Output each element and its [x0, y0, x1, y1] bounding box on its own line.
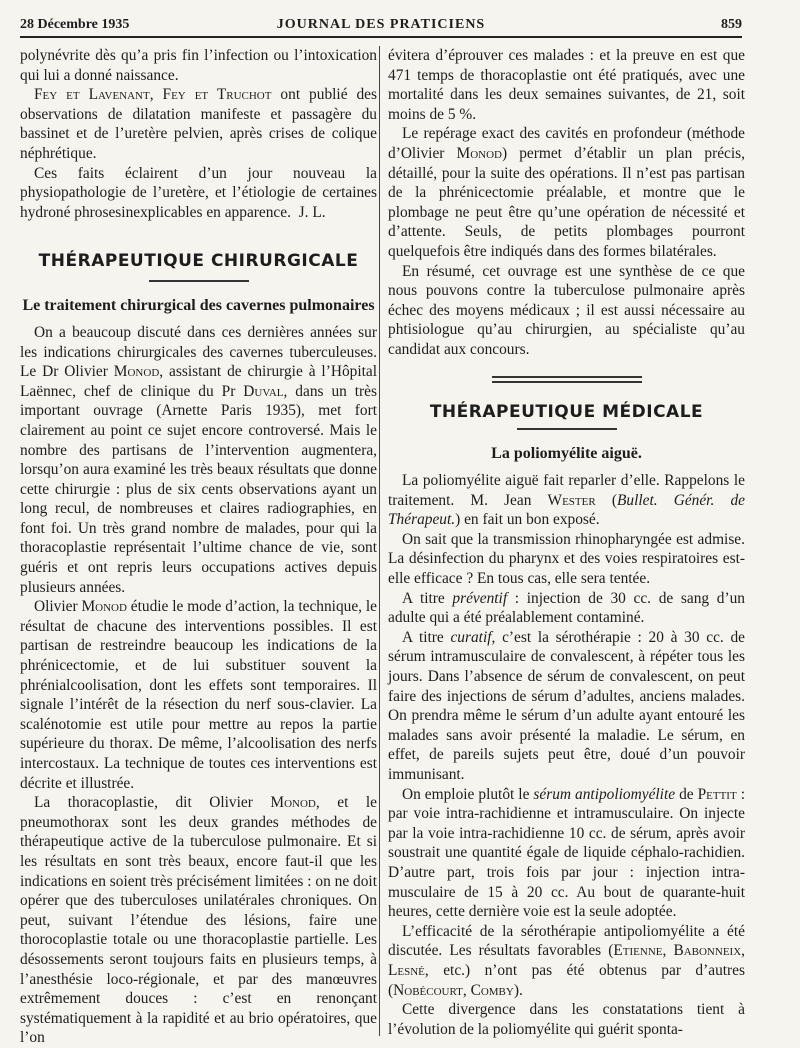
emphasis: sérum antipoliomyélite	[533, 785, 676, 803]
right-column	[388, 46, 745, 1039]
paragraph-text: : par voie intra-rachidienne et intramusculaire. On injecte par la voie intra-rachidienne 10 cc. de sérum, après avoir soustrait une quantité égale de liquide céphalo-rachidien. D’autre part, trois fois par jour : injection intra-musculaire de 15 à 20 cc. Au bout de quarante-huit heures, cette dernière voie est la seule adoptée.	[388, 785, 745, 921]
paragraph	[388, 124, 745, 261]
author-name: Wester	[547, 491, 596, 509]
paragraph	[20, 323, 377, 597]
paragraph-text: A titre	[402, 628, 451, 646]
paragraph	[20, 597, 377, 793]
paragraph-text: ).	[513, 981, 523, 999]
paragraph-text: : injection de 30 cc. de sang d’un adulte qui a été préalablement contaminé.	[388, 589, 745, 627]
paragraph-text: La poliomyélite aiguë fait reparler d’elle. Rappelons le traitement. M. Jean	[388, 472, 745, 509]
header-page-number: 859	[721, 17, 742, 32]
author-name: Duval	[243, 382, 284, 400]
paragraph-text: ont publié des observations de dilatation manifeste et passagère du bassinet et de l’uretère pelvien, après crises de colique néphrétique.	[20, 86, 377, 162]
column-divider	[379, 46, 380, 1036]
paragraph-text: Ces faits éclairent d’un jour nouveau la physiopathologie de l’uretère, et l’étiologie de certaines hydroné phrosesinexplicables en apparence.	[20, 164, 377, 221]
left-column	[20, 46, 377, 1048]
paragraph	[388, 471, 745, 530]
page-header	[20, 14, 742, 38]
paragraph-text: (	[595, 491, 617, 509]
emphasis: préventif	[452, 589, 508, 607]
paragraph: On sait que la transmission rhinopharyngée est admise. La désinfection du pharynx et des voies respiratoires est-elle efficace ? En tous cas, elle sera tentée.	[388, 530, 745, 588]
header-date: 28 Décembre 1935	[20, 17, 130, 32]
article-title: Le traitement chirurgical des cavernes pulmonaires	[22, 296, 375, 314]
emphasis: curatif	[450, 628, 492, 646]
author-name: Monod	[270, 794, 316, 812]
double-divider	[492, 376, 642, 383]
article-title: La poliomyélite aiguë.	[491, 445, 642, 463]
paragraph: évitera d’éprouver ces malades : et la preuve en est que 471 temps de thoracoplastie ont été pratiqués, avec une mortalité dans les deux semaines suivantes, de 21, soit moins de 5 %.	[388, 47, 745, 123]
paragraph-text: de	[675, 785, 698, 803]
paragraph	[388, 785, 745, 922]
paragraph	[20, 793, 377, 1048]
paragraph: En résumé, cet ouvrage est une synthèse de ce que nous pouvons contre la tuberculose pulmonaire après échec des moyens médicaux ; il est aussi nécessaire au phtisiologue qu’au chirurgien, au spécialiste qu’au candidat aux concours.	[388, 262, 745, 358]
paragraph-text: étudie le mode d’action, la technique, le résultat de chacune des interventions possibles. Il est partisan de restreindre beaucoup les indications de la phrénicectomie, et de lui substituer souvent la phrénialcoolisation, dont les effets sont temporaires. Il signale l’intérêt de la résection du nerf sous-clavier. La scalénotomie est utile pour mettre au repos la partie supérieure du thorax. De même, l’alcoolisation des nerfs intercostaux. La technique de toutes ces interventions est décrite et illustrée.	[20, 598, 377, 792]
paragraph	[388, 628, 745, 785]
paragraph-text: On emploie plutôt le	[402, 785, 534, 803]
paragraph-text: , c’est la sérothérapie : 20 à 30 cc. de sérum intramusculaire de convalescent, à répéter tous les jours. Dans l’absence de sérum de convalescent, on peut faire des injections de sérum d’adultes, anciens malades. On prendra même le sérum d’un adulte ayant entouré les malades sans avoir présenté la maladie. Le sérum, en effet, de pareils sujets peut être, doué d’un pouvoir immunisant.	[388, 628, 746, 783]
signature: J. L.	[298, 203, 326, 221]
paragraph	[20, 164, 377, 223]
paragraph-text: , assistant de chirurgie à l’Hôpital Laënnec, chef de clinique du Pr	[20, 363, 377, 400]
paragraph-text: Le repérage exact des cavités en profondeur (méthode d’Olivier	[388, 125, 745, 162]
author-name: Monod	[113, 363, 160, 381]
author-name: Pettit	[697, 785, 737, 803]
paragraph-text: , dans un très important ouvrage (Arnette Paris 1935), met fort clairement au point ce sujet encore controversé. Mais le nombre des partisans de l’intervention augmentera, lorsqu’on aura examiné les très beaux résultats que donne cette chirurgie : plus de six cents observations ayant un long recul, de nombreuses et claires radiographies, en font foi. Un très grand nombre de malades, pour qui la thoracoplastie représentait l’ultime chance de vie, sont guéris et ont repris leurs occupations actives depuis plusieurs années.	[20, 382, 378, 596]
author-names: Fey et Lavenant, Fey et Truchot	[34, 86, 272, 104]
author-names: Etienne, Babonneix, Lesné	[388, 942, 745, 979]
paragraph-text: Olivier	[34, 598, 82, 616]
paragraph	[388, 589, 745, 628]
paragraph-text: ) permet d’établir un plan précis, détaillé, pour la suite des opérations. Il n’est pas partisan de la phrénicectomie préalable, et montre que le plombage ne peut être qu’une opération de nécessité et d’attente. Seuls, de petits plombages pourront quelquefois être indiqués dans des formes bilatérales.	[388, 144, 745, 260]
author-name: Monod	[456, 144, 502, 162]
paragraph: polynévrite dès qu’a pris fin l’infection ou l’intoxication qui lui a donné naissance.	[20, 47, 377, 84]
journal-reference: Bullet. Génér. de Thérapeut.	[388, 491, 745, 529]
paragraph-text: On a beaucoup discuté dans ces dernières années sur les indications chirurgicales des cavernes tuberculeuses. Le Dr Olivier	[20, 323, 377, 381]
section-title: THÉRAPEUTIQUE CHIRURGICALE	[38, 251, 359, 272]
paragraph-text: , etc.) n’ont pas été obtenus par d’autres (	[388, 961, 745, 999]
paragraph-text: , et le pneumothorax sont les deux grandes méthodes de thérapeutique active de la tuberculose pulmonaire. Et si les résultats en sont très beaux, encore faut-il que les indications en soient très précisément limitées : on ne doit opérer que des tuberculoses unilatérales chroniques. On peut, suivant l’étendue des lésions, faire une thorocoplastie totale ou une thoracoplastie partielle. Les désossements seront toujours faits en plusieurs temps, à l’anesthésie loco-régionale, et par des manœuvres extrêmement douces : c’est en renonçant systématiquement à la rapidité et au brio opératoires, que l’on	[20, 794, 377, 1047]
paragraph-text: La thoracoplastie, dit Olivier	[34, 794, 271, 812]
header-journal-title: JOURNAL DES PRATICIENS	[276, 17, 486, 32]
paragraph-text: A titre	[402, 589, 453, 607]
author-name: Monod	[81, 598, 127, 616]
paragraph: Cette divergence dans les constatations tient à l’évolution de la poliomyélite qui guérit sponta-	[388, 1001, 745, 1038]
author-names: Nobécourt, Comby	[393, 981, 514, 999]
paragraph-text: ) en fait un bon exposé.	[455, 511, 600, 529]
paragraph	[20, 85, 377, 163]
paragraph-text: L’efficacité de la sérothérapie antipoliomyélite a été discutée. Les résultats favorables (	[388, 922, 745, 960]
section-title: THÉRAPEUTIQUE MÉDICALE	[429, 401, 704, 422]
paragraph	[388, 922, 745, 1000]
